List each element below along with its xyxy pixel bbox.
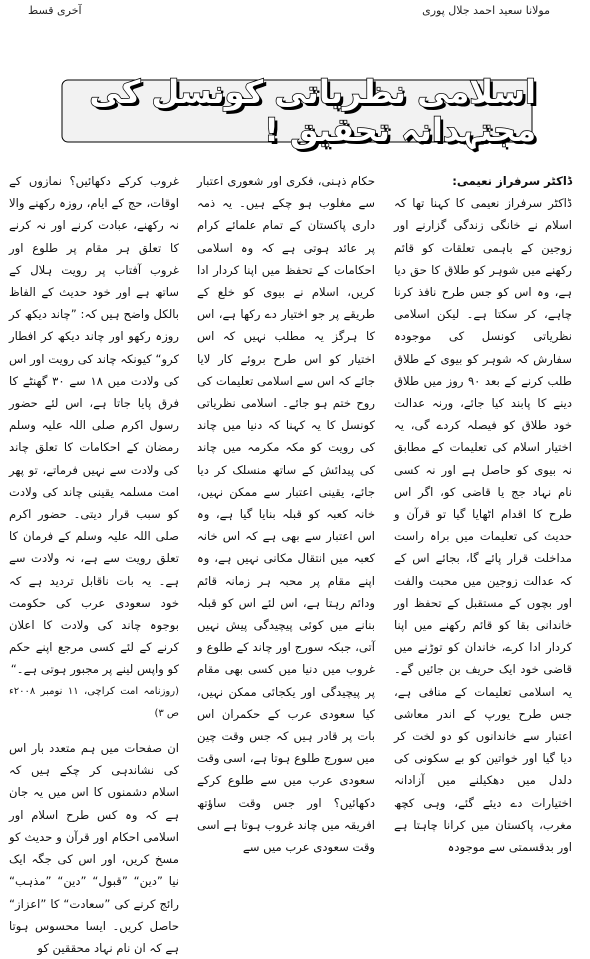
article-column-right bbox=[394, 170, 572, 858]
article-column-middle bbox=[197, 170, 375, 858]
column-text: ڈاکٹر سرفراز نعیمی کا کہنا تھا کہ اسلام نے خانگی زندگی گزارنے اور زوجین کے باہمی تعلقات کو قائم رکھنے میں شوہر کو طلاق کا حق دیا ہے، وہ اس کو جس طرح نافذ کرنا چاہے، کر سکتا ہے۔ لیکن اسلامی نظریاتی کونسل کی موجودہ سفارش کہ شوہر کو بیوی کے طلاق طلب کرنے کے بعد ۹۰ روز میں طلاق دینے کا پابند کیا جائے، ورنہ عدالت خود طلاق کو فیصلہ کردے گی، یہ اختیار اسلام کی تعلیمات کے مطابق نہ بیوی کو حاصل ہے اور نہ کسی نام نہاد جج یا قاضی کو، اگر اس طرح کا اقدام اٹھایا گیا تو قرآن و حدیث کی تعلیمات میں براہ راست مداخلت قرار پائے گا، بجائے اس کے کہ عدالت زوجین میں محبت والفت اور بچوں کے مستقبل کے تحفظ اور خاندانی بقا کو قائم رکھنے میں اپنا کردار ادا کرے، خاندان کو توڑنے میں قاضی خود ایک حریف بن جائیں گے۔ یہ اسلامی تعلیمات کے منافی ہے، جس طرح یورپ کے اندر معاشی اعتبار سے خاندانوں کو دو لخت کر دیا گیا اور خواتین کو بے سکونی کی دلدل میں دھکیلنے میں آزادانہ اختیارات دے دیئے گئے، وہی کچھ مغرب، پاکستان میں کرانا چاہتا ہے اور بدقسمتی سے موجودہ bbox=[394, 196, 572, 855]
article-column-left bbox=[9, 170, 179, 959]
section-author-heading: ڈاکٹر سرفراز نعیمی: bbox=[452, 174, 572, 188]
column-text: حکام ذہنی، فکری اور شعوری اعتبار سے مغلوب ہو چکے ہیں۔ یہ ذمہ داری پاکستان کے تمام علمائے کرام پر عائد ہوتی ہے کہ وہ اسلامی احکامات کے تحفظ میں اپنا کردار ادا کریں، اسلام نے بیوی کو خلع کے طریقے پر جو اختیار دے رکھا ہے، اس کا ہرگز یہ مطلب نہیں کہ اس اختیار کو اس طرح بروئے کار لایا جائے کہ اس سے اسلامی تعلیمات کی روح ختم ہو جائے۔ اسلامی نظریاتی کونسل کا یہ کہنا کہ دنیا میں چاند کی رویت کو مکہ مکرمہ میں چاند کی پیدائش کے ساتھ منسلک کر دیا جائے، یقینی اعتبار سے ممکن نہیں، خانہ کعبہ کو قبلہ بنایا گیا ہے، وہ اس اعتبار سے بھی ہے کہ اس خانہ کعبہ میں انتقال مکانی نہیں ہے، وہ اپنے مقام پر محبہ ہر زمانہ قائم ودائم رہتا ہے، اس لئے اس کو قبلہ بنانے میں کوئی پیچیدگی پیش نہیں آتی، جبکہ سورج اور چاند کے طلوع و غروب میں دنیا میں کسی بھی مقام پر پیچیدگی اور یکجائی ممکن نہیں، کیا سعودی عرب کے حکمران اس بات پر قادر ہیں کہ جس وقت چین میں سورج طلوع ہوتا ہے، اسی وقت سعودی عرب میں سے طلوع کرکے دکھائیں؟ اور جس وقت ساؤتھ افریقہ میں چاند غروب ہوتا ہے اسی وقت سعودی عرب میں سے bbox=[197, 174, 375, 855]
article-title: اسلامی نظریاتی کونسل کی مجتہدانہ تحقیق ! bbox=[89, 73, 536, 149]
column-text-continued: ان صفحات میں ہم متعدد بار اس کی نشاندہی کر چکے ہیں کہ اسلام دشمنوں کا اس میں یہ جان ہے کہ وہ کس طرح اسلام اور اسلامی احکام اور قرآن و حدیث کو مسخ کریں، اور اس کی جگہ ایک نیا ”دین“ ”قبول“ ”دین“ ”مذہب“ رائج کرنے کی ”سعادت“ کا ”اعزاز“ حاصل کریں۔ ایسا محسوس ہوتا ہے کہ ان نام نہاد محققین کو bbox=[9, 741, 179, 955]
series-label: آخری قسط bbox=[28, 4, 82, 17]
author-byline: مولانا سعید احمد جلال پوری bbox=[422, 4, 550, 17]
column-text: غروب کرکے دکھائیں؟ نمازوں کے اوقات، حج کے ایام، روزہ رکھنے والا نہ رکھنے، عبادت کرنے اور نہ کرنے کا تعلق ہر مقام پر طلوع اور غروب آفتاب پر رویت ہلال کے ساتھ ہے اور خود حدیث کے الفاظ بالکل واضح ہیں کہ: ”چاند دیکھ کر روزہ رکھو اور چاند دیکھ کر افطار کرو“ کیونکہ چاند کی رویت اور اس کی ولادت میں ۱۸ سے ۳۰ گھنٹے کا فرق پایا جاتا ہے، اس لئے حضور رسول اکرم صلی اللہ علیہ وسلم رمضان کے احکامات کا تعلق چاند کی ولادت سے نہیں فرماتے، تو پھر امت مسلمہ یقینی چاند کی ولادت کو سبب قرار دیتی۔ حضور اکرم صلی اللہ علیہ وسلم کے فرمان کا تعلق رویت سے ہے، نہ ولادت سے ہے۔ یہ بات ناقابل تردید ہے کہ خود سعودی عرب کی حکومت بوجوہ چاند کی ولادت کا اعلان کرنے کے لئے کسی مرجع اپنے حکم کو واپس لینے پر مجبور ہوتی ہے۔“ bbox=[9, 174, 179, 677]
source-reference: (روزنامہ امت کراچی، ۱۱ نومبر ۲۰۰۸ء ص ۳) bbox=[9, 685, 179, 719]
article-title-banner bbox=[58, 70, 536, 152]
